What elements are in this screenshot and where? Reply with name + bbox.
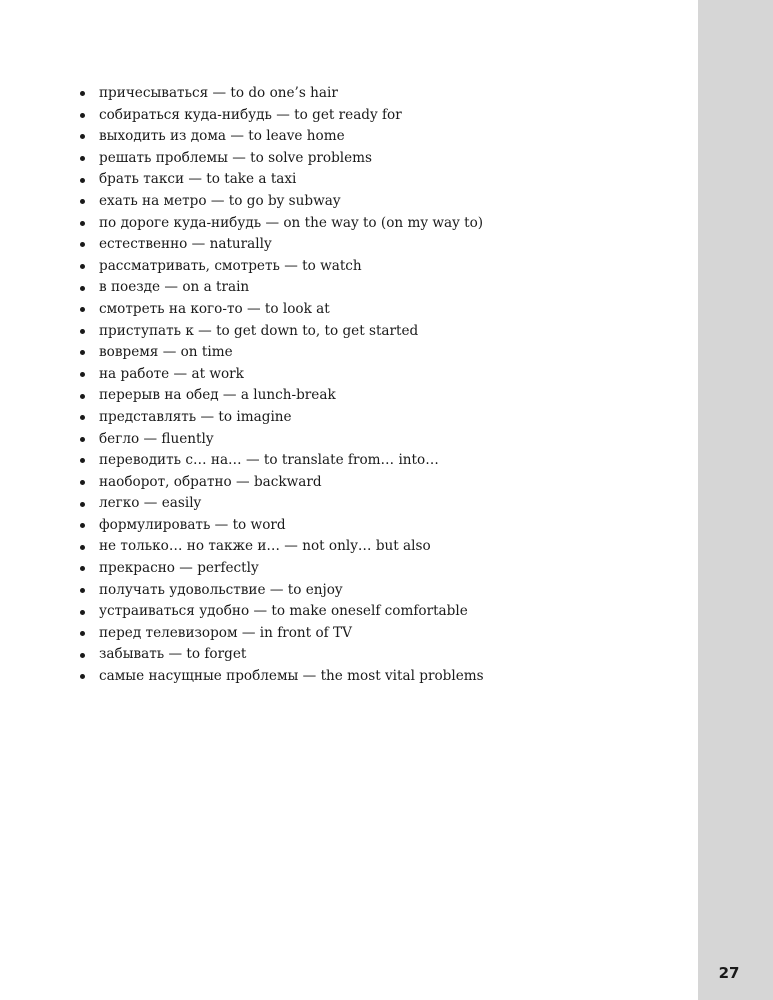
bullet-icon <box>80 242 85 247</box>
bullet-icon <box>80 523 85 528</box>
vocab-entry-text: собираться куда-нибудь — to get ready for <box>99 106 402 123</box>
vocab-list-item <box>78 644 678 666</box>
vocabulary-list <box>78 83 678 688</box>
vocab-entry-text: легко — easily <box>99 495 202 512</box>
vocab-entry-text: приступать к — to get down to, to get started <box>99 322 419 339</box>
bullet-icon <box>80 502 85 507</box>
vocab-entry-text: представлять — to imagine <box>99 408 292 425</box>
bullet-icon <box>80 134 85 139</box>
vocab-list-item <box>78 148 678 170</box>
vocab-list-item <box>78 342 678 364</box>
vocab-list-item <box>78 601 678 623</box>
vocab-entry-text: причесываться — to do one’s hair <box>99 85 338 101</box>
vocab-list-item <box>78 385 678 407</box>
vocab-entry-text: перед телевизором — in front of TV <box>99 624 352 641</box>
vocab-list-item <box>78 623 678 645</box>
vocab-list-item <box>78 256 678 278</box>
bullet-icon <box>80 113 85 118</box>
vocab-entry-text: выходить из дома — to leave home <box>99 128 345 145</box>
vocab-list-item <box>78 472 678 494</box>
bullet-icon <box>80 394 85 399</box>
bullet-icon <box>80 437 85 442</box>
vocab-entry-text: смотреть на кого-то — to look at <box>99 300 330 317</box>
vocab-list-item <box>78 83 678 105</box>
side-margin-strip <box>698 0 773 1000</box>
vocab-list-item <box>78 429 678 451</box>
vocab-entry-text: на работе — at work <box>99 365 244 382</box>
vocab-entry-text: по дороге куда-нибудь — on the way to (on my way to) <box>99 214 484 231</box>
vocab-list-item <box>78 364 678 386</box>
bullet-icon <box>80 631 85 636</box>
vocab-list-item <box>78 536 678 558</box>
vocab-list-item <box>78 493 678 515</box>
bullet-icon <box>80 307 85 312</box>
vocab-entry-text: формулировать — to word <box>99 516 286 533</box>
vocab-entry-text: не только… но также и… — not only… but also <box>99 538 431 555</box>
vocab-list-item <box>78 515 678 537</box>
vocab-entry-text: в поезде — on a train <box>99 279 250 296</box>
bullet-icon <box>80 588 85 593</box>
bullet-icon <box>80 545 85 550</box>
bullet-icon <box>80 610 85 615</box>
bullet-icon <box>80 415 85 420</box>
vocab-list-item <box>78 299 678 321</box>
bullet-icon <box>80 91 85 96</box>
vocab-entry-text: забывать — to forget <box>99 646 247 663</box>
vocab-list-item <box>78 126 678 148</box>
bullet-icon <box>80 480 85 485</box>
bullet-icon <box>80 372 85 377</box>
bullet-icon <box>80 199 85 204</box>
vocab-entry-text: прекрасно — perfectly <box>99 560 259 577</box>
vocab-entry-text: наоборот, обратно — backward <box>99 473 322 490</box>
page-number: 27 <box>718 964 740 982</box>
vocab-list-item <box>78 666 678 688</box>
vocab-entry-text: брать такси — to take a taxi <box>99 171 297 188</box>
vocab-entry-text: самые насущные проблемы — the most vital problems <box>99 668 484 685</box>
vocab-entry-text: ехать на метро — to go by subway <box>99 192 341 209</box>
vocab-entry-text: устраиваться удобно — to make oneself comfortable <box>99 603 468 620</box>
bullet-icon <box>80 178 85 183</box>
vocab-list-item <box>78 234 678 256</box>
vocab-entry-text: перерыв на обед — a lunch-break <box>99 387 336 404</box>
bullet-icon <box>80 566 85 571</box>
vocab-entry-text: получать удовольствие — to enjoy <box>99 581 343 598</box>
vocab-entry-text: решать проблемы — to solve problems <box>99 149 373 166</box>
vocab-entry-text: естественно — naturally <box>99 236 272 253</box>
vocab-list-item <box>78 407 678 429</box>
bullet-icon <box>80 264 85 269</box>
vocab-entry-text: переводить с… на… — to translate from… into… <box>99 452 439 469</box>
bullet-icon <box>80 156 85 161</box>
vocab-list-item <box>78 277 678 299</box>
vocab-list-item <box>78 580 678 602</box>
bullet-icon <box>80 674 85 679</box>
bullet-icon <box>80 458 85 463</box>
bullet-icon <box>80 350 85 355</box>
vocab-list-item <box>78 558 678 580</box>
vocab-list-item <box>78 105 678 127</box>
vocab-list-item <box>78 450 678 472</box>
vocab-entry-text: вовремя — on time <box>99 344 233 361</box>
vocab-list-item <box>78 321 678 343</box>
bullet-icon <box>80 286 85 291</box>
bullet-icon <box>80 653 85 658</box>
vocab-list-item <box>78 191 678 213</box>
vocab-entry-text: рассматривать, смотреть — to watch <box>99 257 362 274</box>
vocab-list-item <box>78 169 678 191</box>
vocab-list-item <box>78 213 678 235</box>
bullet-icon <box>80 329 85 334</box>
vocab-entry-text: бегло — fluently <box>99 430 214 447</box>
bullet-icon <box>80 221 85 226</box>
